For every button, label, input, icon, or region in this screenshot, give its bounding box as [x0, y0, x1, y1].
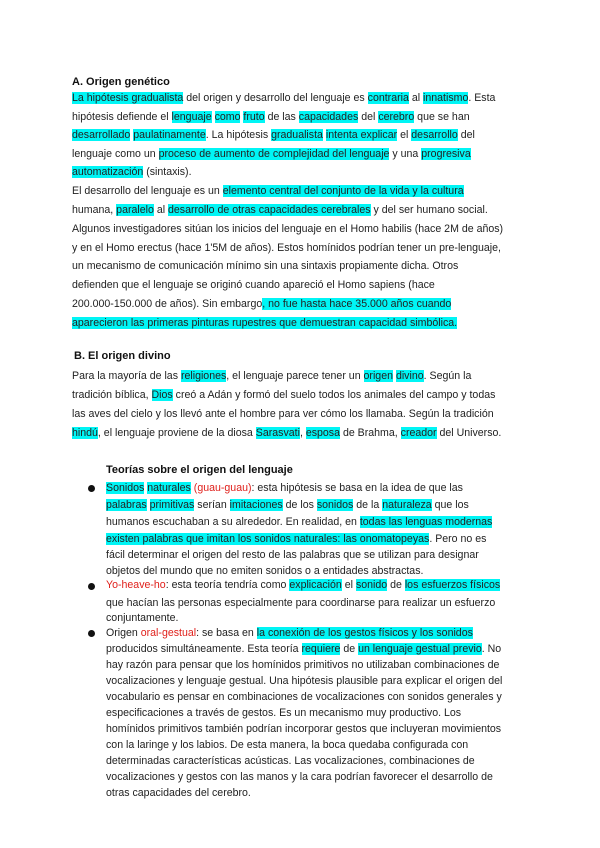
highlighted-text: todas las lenguas modernas — [359, 516, 493, 528]
highlighted-text: paralelo — [116, 204, 154, 216]
highlighted-text: , no fue hasta hace 35.000 años cuando — [262, 298, 452, 310]
highlighted-text: capacidades — [298, 111, 359, 123]
list-item-line — [106, 578, 500, 592]
paragraph-line — [72, 388, 495, 402]
highlighted-text: naturaleza — [382, 499, 432, 511]
text-run: serían — [194, 499, 230, 511]
highlighted-text: palabras — [106, 499, 147, 511]
text-run: que se han — [414, 111, 470, 123]
text-run: lenguaje como un — [72, 148, 159, 160]
text-run: de la — [353, 499, 383, 511]
text-run: del — [358, 111, 379, 123]
highlighted-text: creador — [400, 427, 437, 439]
text-run: El desarrollo del lenguaje es un — [72, 185, 223, 197]
bullet-icon — [88, 485, 95, 492]
text-run: . No — [481, 643, 502, 655]
text-run: al — [153, 204, 169, 216]
paragraph-line — [72, 128, 475, 142]
text-run: de Brahma, — [340, 427, 401, 439]
highlighted-text: divino — [395, 370, 424, 382]
text-run: , — [299, 427, 306, 439]
paragraph-line — [72, 110, 470, 124]
highlighted-text: paulatinamente — [133, 129, 206, 141]
list-item-line: objetos del mundo que no emiten sonidos o a entidades abstractas. — [106, 565, 424, 577]
text-run: humana, — [72, 204, 117, 216]
text-run: . Según la — [423, 370, 472, 382]
text-run: hipótesis defiende el — [72, 111, 172, 123]
text-run: de — [387, 579, 405, 591]
highlighted-text: elemento central del conjunto de la vida y la cultura — [222, 185, 464, 197]
paragraph-line: defienden que el lenguaje se originó cuando apareció el Homo sapiens (hace — [72, 279, 435, 291]
theories-heading: Teorías sobre el origen del lenguaje — [106, 464, 293, 476]
text-run: del origen y desarrollo del lenguaje es — [183, 92, 368, 104]
text-run: Para la mayoría de las — [72, 370, 181, 382]
highlighted-text: Sarasvati — [255, 427, 300, 439]
paragraph-line: las aves del cielo y los llevó ante el hombre para ver cómo los llamaba. Según la tradición — [72, 408, 494, 420]
list-item-line: fácil determinar el origen del resto de las palabras que se utilizan para designar — [106, 549, 479, 561]
list-item-line: vocalizaciones y gestos con las manos y la cara podrían favorecer el desarrollo de — [106, 771, 493, 783]
highlighted-text: hindú — [72, 427, 98, 439]
highlighted-text: innatismo — [423, 92, 469, 104]
section-a-heading: A. Origen genético — [72, 76, 170, 88]
highlighted-text: requiere — [301, 643, 341, 655]
highlighted-text: lenguaje — [171, 111, 212, 123]
red-text: (guau-guau) — [193, 482, 252, 494]
highlighted-text: existen palabras que imitan los sonidos naturales: las onomatopeyas — [106, 533, 430, 545]
list-item-line: vocalizaciones y lenguaje gestual. Una hipótesis plausible para explicar el origen del — [106, 675, 503, 687]
list-item-line: vocabulario es pensar en combinaciones de vocalizaciones con sonidos generales y — [106, 691, 502, 703]
text-run: . Pero no es — [429, 533, 487, 545]
paragraph-line — [72, 297, 451, 311]
text-run: (sintaxis). — [143, 166, 192, 178]
red-text: oral-gestual — [140, 627, 197, 639]
text-run: al — [408, 92, 424, 104]
list-item-line: otras capacidades del cerebro. — [106, 787, 251, 799]
text-run: , el lenguaje proviene de la diosa — [97, 427, 256, 439]
text-run: del Universo. — [436, 427, 502, 439]
list-item-line — [106, 626, 473, 640]
paragraph-line: y en el Homo erectus (hace 1'5M de años). Estos homínidos podrían tener un pre-lenguaje, — [72, 242, 501, 254]
list-item-line — [106, 642, 501, 656]
text-run: el — [341, 579, 356, 591]
highlighted-text: proceso de aumento de complejidad del lenguaje — [158, 148, 390, 160]
text-run: creó a Adán y formó del suelo todos los animales del campo y todas — [172, 389, 496, 401]
highlighted-text: sonidos — [316, 499, 354, 511]
text-run: : esta hipótesis se basa en la idea de que las — [251, 482, 463, 494]
highlighted-text: desarrollo — [411, 129, 458, 141]
list-item-line: conjuntamente. — [106, 612, 179, 624]
highlighted-text: religiones — [180, 370, 227, 382]
highlighted-text: un lenguaje gestual previo — [358, 643, 482, 655]
highlighted-text: sonido — [355, 579, 388, 591]
highlighted-text: explicación — [289, 579, 342, 591]
text-run: , el lenguaje parece tener un — [226, 370, 364, 382]
paragraph-line — [72, 316, 457, 330]
text-run: . La hipótesis — [205, 129, 272, 141]
highlighted-text: cerebro — [378, 111, 415, 123]
list-item-line: con la laringe y los labios. De esta manera, la boca quedaba configurada con — [106, 739, 469, 751]
highlighted-text: naturales — [147, 482, 191, 494]
paragraph-line — [72, 369, 471, 383]
red-text: Yo-heave-ho — [106, 579, 166, 591]
text-run: el — [397, 129, 412, 141]
list-item-line: que hacían las personas especialmente para coordinarse para realizar un esfuerzo — [106, 597, 496, 609]
text-run: humanos escuchaban a su alrededor. En realidad, en — [106, 516, 360, 528]
highlighted-text: la conexión de los gestos físicos y los sonidos — [256, 627, 473, 639]
highlighted-text: imitaciones — [229, 499, 283, 511]
list-item-line — [106, 515, 492, 529]
highlighted-text: fruto — [243, 111, 265, 123]
text-run: Origen — [106, 627, 141, 639]
text-run: y una — [389, 148, 422, 160]
highlighted-text: los esfuerzos físicos — [404, 579, 501, 591]
highlighted-text: desarrollo de otras capacidades cerebrales — [168, 204, 371, 216]
highlighted-text: intenta explicar — [325, 129, 398, 141]
paragraph-line: Algunos investigadores sitúan los inicios del lenguaje en el Homo habilis (hace 2M de años) — [72, 223, 504, 235]
list-item-line: especificaciones a través de gestos. Es un mecanismo muy productivo. Los — [106, 707, 462, 719]
highlighted-text: La hipótesis gradualista — [72, 92, 184, 104]
highlighted-text: Dios — [151, 389, 173, 401]
text-run: : se basa en — [196, 627, 257, 639]
highlighted-text: automatización — [72, 166, 144, 178]
paragraph-line: un mecanismo de comunicación mínimo sin una sintaxis propiamente dicha. Otros — [72, 260, 459, 272]
text-run: . Esta — [468, 92, 496, 104]
paragraph-line — [72, 426, 501, 440]
text-run: que los — [431, 499, 469, 511]
highlighted-text: aparecieron las primeras pinturas rupestres que demuestran capacidad simbólica. — [72, 317, 458, 329]
highlighted-text: progresiva — [421, 148, 471, 160]
bullet-icon — [88, 630, 95, 637]
highlighted-text: origen — [363, 370, 393, 382]
bullet-icon — [88, 583, 95, 590]
highlighted-text: contraria — [367, 92, 409, 104]
list-item-line: determinadas características acústicas. Las vocalizaciones, combinaciones de — [106, 755, 475, 767]
text-run: tradición bíblica, — [72, 389, 152, 401]
highlighted-text: Sonidos — [106, 482, 145, 494]
highlighted-text: primitivas — [149, 499, 195, 511]
text-run: producidos simultáneamente. Esta teoría — [106, 643, 302, 655]
text-run: del — [457, 129, 475, 141]
paragraph-line — [72, 203, 488, 217]
highlighted-text: esposa — [305, 427, 340, 439]
text-run: de las — [264, 111, 299, 123]
text-run: y del ser humano social. — [370, 204, 488, 216]
paragraph-line — [72, 147, 471, 161]
highlighted-text: gradualista — [271, 129, 323, 141]
list-item-line — [106, 532, 486, 546]
list-item-line: hay razón para pensar que los homínidos primitivos no utilizaban combinaciones de — [106, 659, 500, 671]
paragraph-line — [72, 165, 192, 179]
list-item-line — [106, 481, 463, 495]
text-run: : esta teoría tendría como — [165, 579, 290, 591]
section-b-heading: B. El origen divino — [74, 350, 171, 362]
highlighted-text: como — [214, 111, 241, 123]
text-run: de — [340, 643, 359, 655]
text-run: de los — [282, 499, 317, 511]
paragraph-line — [72, 91, 495, 105]
paragraph-line — [72, 184, 464, 198]
list-item-line: homínidos primitivos también podrían incorporar gestos que incluyeran movimientos — [106, 723, 502, 735]
text-run: 200.000-150.000 de años). Sin embargo — [72, 298, 263, 310]
list-item-line — [106, 498, 469, 512]
highlighted-text: desarrollado — [72, 129, 131, 141]
